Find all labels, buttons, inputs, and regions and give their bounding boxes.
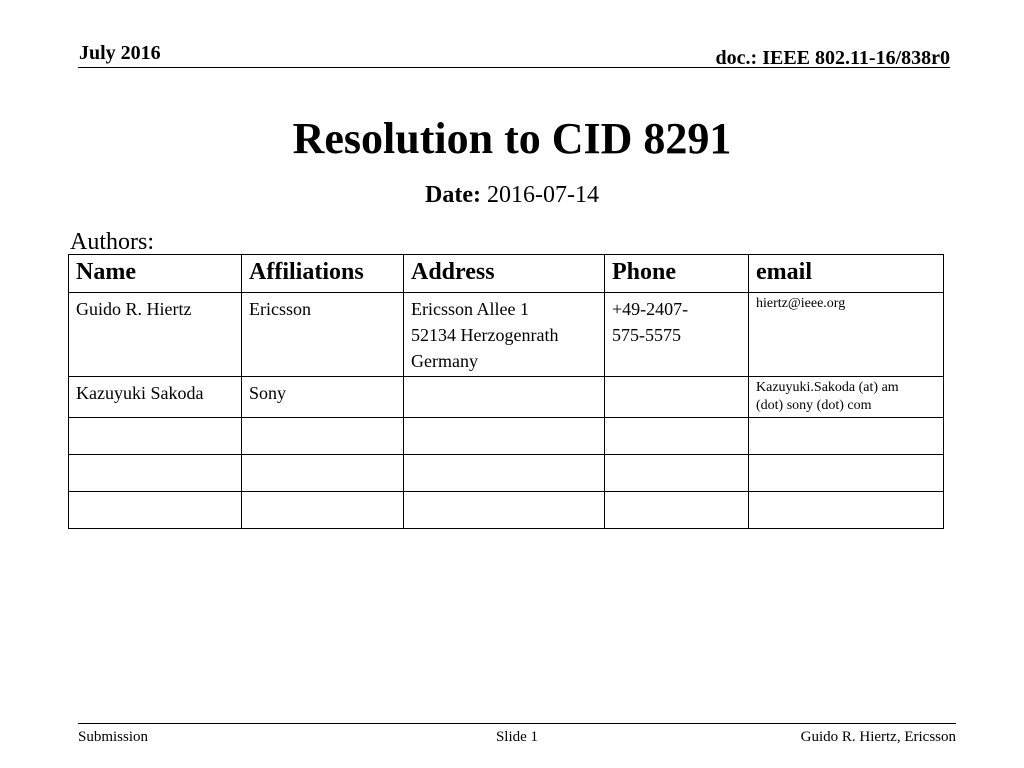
author-affiliation-cell (242, 293, 404, 377)
footer-slide-number: Slide 1 (495, 729, 539, 745)
empty-cell (605, 492, 749, 529)
footer-author: Guido R. Hiertz, Ericsson (800, 729, 956, 745)
empty-cell (404, 492, 605, 529)
empty-cell (605, 455, 749, 492)
table-row-empty (69, 455, 944, 492)
empty-cell (404, 455, 605, 492)
email-line: Kazuyuki.Sakoda (at) am (756, 380, 899, 395)
empty-cell (69, 418, 242, 455)
empty-cell (242, 418, 404, 455)
address-line: 52134 Herzogenrath (411, 325, 559, 345)
author-name: Kazuyuki Sakoda (76, 383, 204, 403)
table-row (69, 377, 944, 418)
footer-submission: Submission (78, 729, 149, 745)
author-phone-cell (605, 293, 749, 377)
empty-cell (69, 455, 242, 492)
authors-label: Authors: (70, 229, 154, 255)
author-name-cell (69, 293, 242, 377)
email-line: (dot) sony (dot) com (756, 398, 872, 413)
author-name: Guido R. Hiertz (76, 299, 192, 319)
header-divider (78, 67, 950, 68)
author-affiliation-cell (242, 377, 404, 418)
date-label: Date: (425, 182, 481, 208)
author-affiliation: Ericsson (249, 299, 311, 319)
column-header-affiliations: Affiliations (242, 255, 404, 293)
email-line: hiertz@ieee.org (756, 296, 846, 311)
address-line: Ericsson Allee 1 (411, 299, 529, 319)
table-header-row (69, 255, 944, 293)
empty-cell (749, 455, 944, 492)
table-row-empty (69, 418, 944, 455)
column-header-address: Address (404, 255, 605, 293)
header-doc-number: doc.: IEEE 802.11-16/838r0 (715, 47, 950, 69)
table-row-empty (69, 492, 944, 529)
author-address-cell (404, 293, 605, 377)
table-row (69, 293, 944, 377)
empty-cell (749, 492, 944, 529)
empty-cell (69, 492, 242, 529)
address-line: Germany (411, 351, 478, 371)
author-affiliation: Sony (249, 383, 287, 403)
empty-cell (749, 418, 944, 455)
author-phone-cell (605, 377, 749, 418)
column-header-email: email (749, 255, 944, 293)
phone-line: 575-5575 (612, 325, 681, 345)
footer-divider (78, 723, 956, 724)
empty-cell (242, 492, 404, 529)
date-line (0, 181, 1024, 209)
date-value: 2016-07-14 (486, 182, 599, 208)
header-date: July 2016 (79, 42, 161, 64)
empty-cell (404, 418, 605, 455)
author-address-cell (404, 377, 605, 418)
empty-cell (242, 455, 404, 492)
column-header-phone: Phone (605, 255, 749, 293)
slide-title: Resolution to CID 8291 (292, 114, 732, 163)
author-email-cell (749, 377, 944, 418)
phone-line: +49-2407- (612, 299, 689, 319)
column-header-name: Name (69, 255, 242, 293)
empty-cell (605, 418, 749, 455)
author-email-cell (749, 293, 944, 377)
authors-table (68, 254, 944, 529)
author-name-cell (69, 377, 242, 418)
